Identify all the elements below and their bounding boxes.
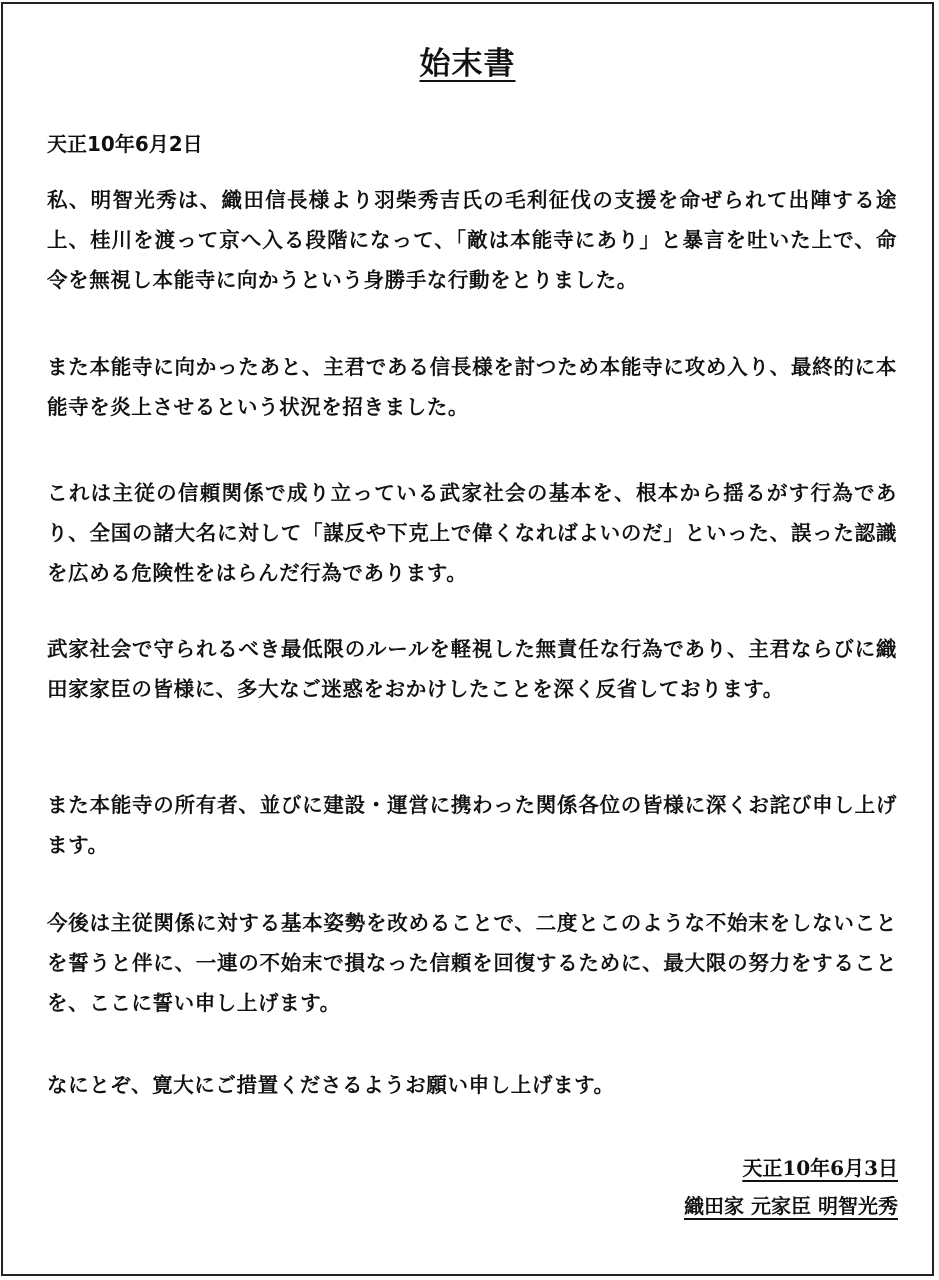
title-text: 始末書 (419, 46, 516, 82)
paragraph-5: また本能寺の所有者、並びに建設・運営に携わった関係各位の皆様に深くお詫び申し上げます。 (47, 793, 897, 857)
paragraph-7: なにとぞ、寛大にご措置くださるようお願い申し上げます。 (47, 1073, 615, 1097)
paragraph-6: 今後は主従関係に対する基本姿勢を改めることで、二度とこのような不始末をしないことを誓うと伴に、一連の不始末で損なった信頼を回復するために、最大限の努力をすることを、ここに誓い申し上げます。 (47, 911, 897, 1015)
paragraph-2: また本能寺に向かったあと、主君である信長様を討つため本能寺に攻め入り、最終的に本能寺を炎上させるという状況を招きました。 (47, 355, 897, 419)
document-date: 天正10年6月2日 (47, 132, 203, 156)
document-page (1, 2, 934, 1276)
signature-name: 織田家 元家臣 明智光秀 (684, 1194, 898, 1218)
document-title (3, 38, 932, 83)
paragraph-4: 武家社会で守られるべき最低限のルールを軽視した無責任な行為であり、主君ならびに織田家家臣の皆様に、多大なご迷惑をおかけしたことを深く反省しております。 (47, 637, 897, 701)
paragraph-1: 私、明智光秀は、織田信長様より羽柴秀吉氏の毛利征伐の支援を命ぜられて出陣する途上、桂川を渡って京へ入る段階になって、「敵は本能寺にあり」と暴言を吐いた上で、命令を無視し本能寺に向かうという身勝手な行動をとりました。 (47, 188, 897, 292)
paragraph-3: これは主従の信頼関係で成り立っている武家社会の基本を、根本から揺るがす行為であり、全国の諸大名に対して「謀反や下克上で偉くなればよいのだ」といった、誤った認識を広める危険性をはらんだ行為であります。 (47, 481, 897, 585)
signature-date: 天正10年6月3日 (742, 1156, 898, 1180)
